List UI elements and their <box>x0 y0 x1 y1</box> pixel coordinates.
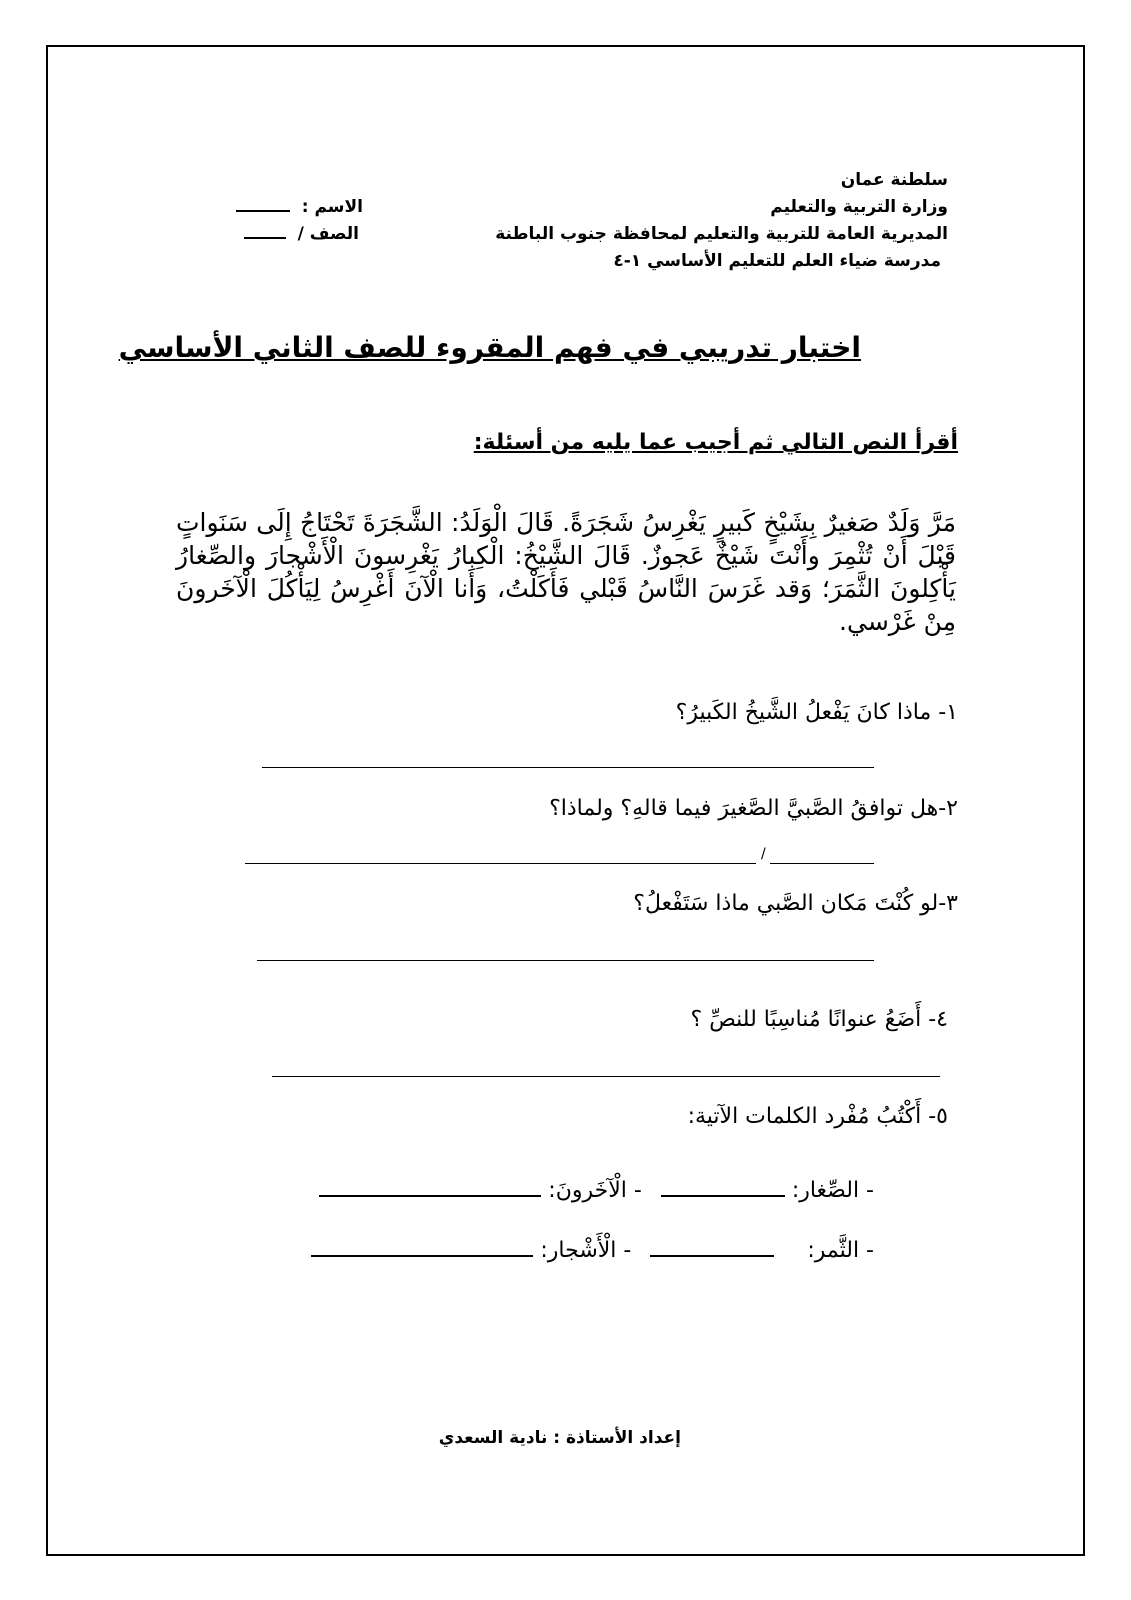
header-directorate: المديرية العامة للتربية والتعليم لمحافظة جنوب الباطنة <box>495 224 948 244</box>
vocab-word-singular-1: - الصِّغار: <box>791 1178 874 1203</box>
author-credit: إعداد الأستاذة : نادية السعدي <box>438 1428 681 1448</box>
question-1: ١- ماذا كانَ يَفْعلُ الشَّيخُ الكَبيرُ؟ <box>675 700 958 725</box>
name-blank[interactable] <box>236 210 290 212</box>
name-label: الاسم : <box>301 197 363 217</box>
vocab-blank-2[interactable] <box>319 1195 541 1197</box>
vocab-word-singular-2: - الْآخَرونَ: <box>548 1178 642 1203</box>
reading-passage: مَرَّ وَلَدٌ صَغيرٌ بِشَيْخٍ كَبيرٍ يَغْرِسُ شَجَرَةً. قَالَ الْوَلَدُ: الشَّجَرَةَ تَحْتَاجُ إِلَى سَنَواتٍ قَبْلَ أَنْ تُثْمِرَ وأَنْتَ شَيْخٌ عَجوزٌ. قَالَ الشَّيْخُ: الْكِبارُ يَغْرِسونَ الْأَشْجارَ والصِّغارُ يَأْكِلونَ الثَّمَرَ؛ وَقد غَرَسَ النَّاسُ قَبْلي فَأَكَلْتُ، وَأَنا الْآنَ أَغْرِسُ لِيَأْكُلَ الْآخَرونَ مِنْ غَرْسي. <box>176 508 956 636</box>
vocab-word-singular-3: - الثَّمر: <box>807 1238 874 1263</box>
answer-line-4[interactable] <box>272 1076 940 1077</box>
vocab-blank-1[interactable] <box>661 1195 785 1197</box>
class-field[interactable] <box>244 224 359 244</box>
question-3: ٣-لو كُنْتَ مَكان الصَّبي ماذا سَتَفْعلُ؟ <box>633 891 958 916</box>
page-title: اختبار تدريبي في فهم المقروء للصف الثاني الأساسي <box>118 331 861 364</box>
vocab-row-1 <box>319 1178 874 1203</box>
question-5: ٥- أَكْتُبُ مُفْرد الكلمات الآتية: <box>687 1104 948 1129</box>
vocab-blank-3[interactable] <box>650 1255 774 1257</box>
header-school: مدرسة ضياء العلم للتعليم الأساسي ١-٤ <box>613 251 941 271</box>
vocab-row-2 <box>311 1238 874 1263</box>
class-blank[interactable] <box>244 237 286 239</box>
header-country: سلطنة عمان <box>840 170 948 190</box>
header-ministry: وزارة التربية والتعليم <box>770 197 948 217</box>
answer-line-2b[interactable] <box>770 863 874 864</box>
vocab-word-singular-4: - الْأَشْجار: <box>540 1238 632 1263</box>
question-2: ٢-هل توافقُ الصَّبيَّ الصَّغيرَ فيما قالهِ؟ ولماذا؟ <box>549 796 958 821</box>
class-label: الصف / <box>297 224 359 244</box>
answer-line-1[interactable] <box>262 767 874 768</box>
instruction: أقرأ النص التالي ثم أجيب عما يليه من أسئلة: <box>473 430 958 455</box>
answer-separator: / <box>761 846 766 862</box>
question-4: ٤- أَضَعُ عنوانًا مُناسِبًا للنصِّ ؟ <box>690 1007 948 1032</box>
vocab-blank-4[interactable] <box>311 1255 533 1257</box>
answer-line-2a[interactable] <box>245 863 756 864</box>
name-field[interactable] <box>236 197 363 217</box>
answer-line-3[interactable] <box>257 960 874 961</box>
